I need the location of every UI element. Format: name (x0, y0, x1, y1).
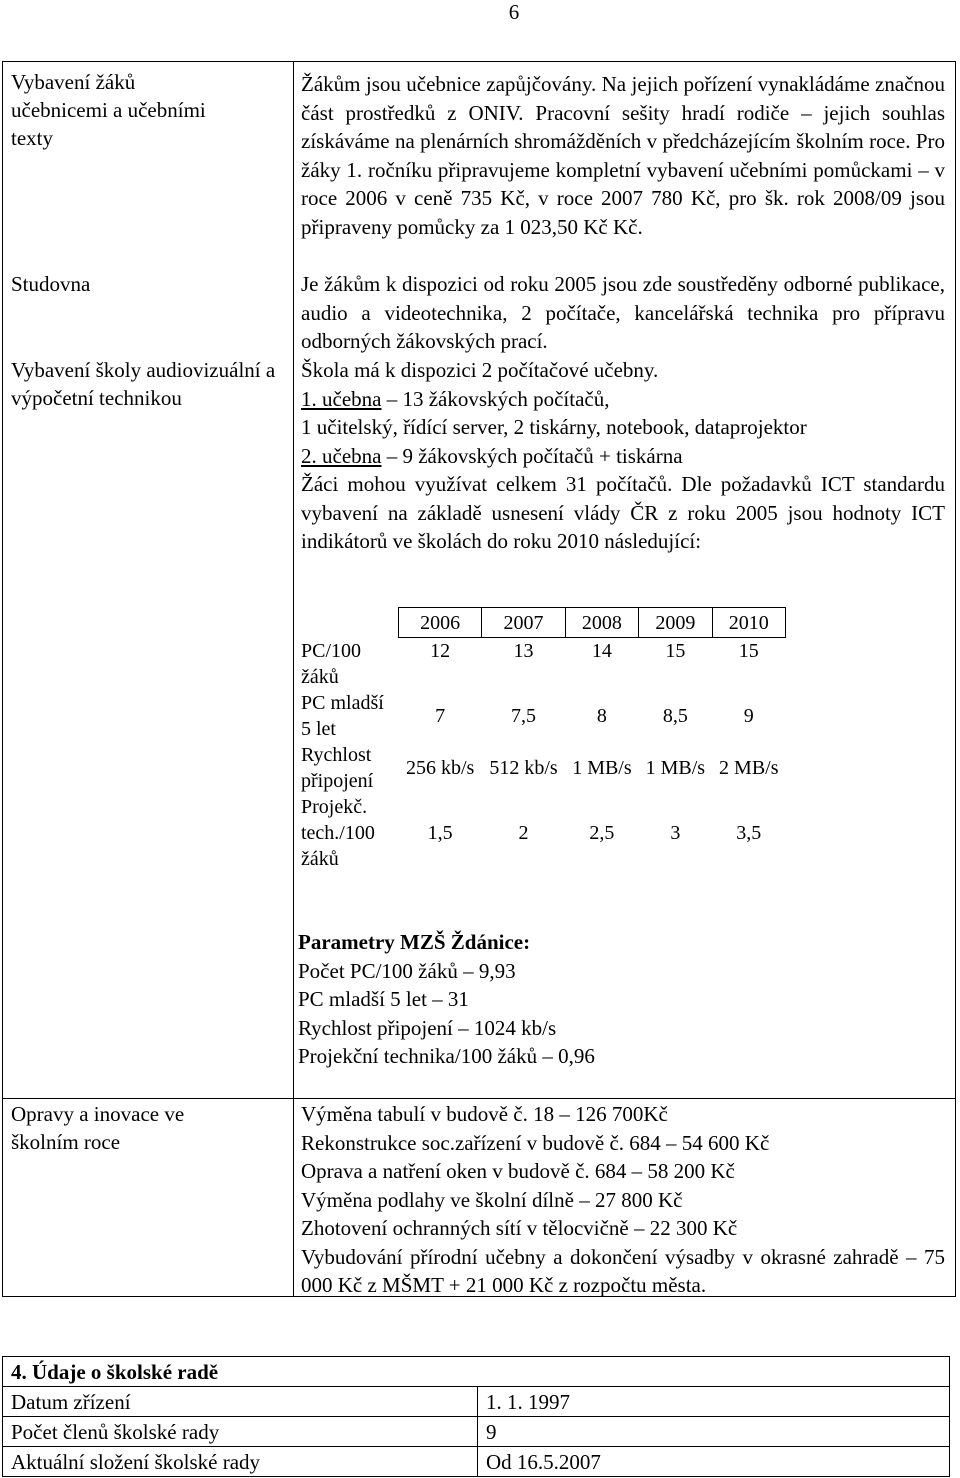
skolska-rada-table (2, 1356, 950, 1477)
ict-cell: 3,5 (736, 821, 762, 844)
ict-row-label: PC mladší 5 let (301, 691, 384, 740)
opravy-item: Rekonstrukce soc.zařízení v budově č. 684 – 54 600 Kč (301, 1130, 770, 1155)
ict-intro: Škola má k dispozici 2 počítačové učebny. (301, 358, 659, 382)
parametry-line: PC mladší 5 let – 31 (298, 987, 469, 1011)
ict-row (298, 794, 786, 872)
ict-cell: 12 (430, 640, 451, 662)
ict-cell: 14 (591, 640, 612, 662)
skolska-rada-title-row (3, 1357, 950, 1387)
parametry-line: Rychlost připojení – 1024 kb/s (298, 1015, 557, 1040)
ict-cell: 15 (738, 640, 759, 662)
ict-label: Vybavení školy audiovizuální a výpočetní technikou (11, 358, 276, 410)
ucebna-1-text: – 13 žákovských počítačů, (381, 386, 610, 411)
vybaveni-label: Vybavení žáků učebnicemi a učebními texty (11, 70, 206, 150)
opravy-item: Oprava a natření oken v budově č. 684 – 58 200 Kč (301, 1159, 735, 1183)
ucebna-2-label: 2. učebna (301, 443, 382, 468)
skolska-rada-title: 4. Údaje o školské radě (3, 1357, 950, 1387)
ict-header-row (298, 608, 786, 638)
column-divider (293, 62, 294, 1296)
parametry-title: Parametry MZŠ Ždánice: (298, 930, 531, 954)
ict-indicators-table (298, 607, 786, 872)
ict-row-label: Rychlost připojení (301, 743, 374, 792)
parametry-block (298, 928, 595, 1071)
opravy-item: Vybudování přírodní učebny a dokončení výsadby v okrasné zahradě – 75 000 Kč z MŠMT + 21 000 Kč z rozpočtu města. (301, 1244, 945, 1297)
ucebna-1-label: 1. učebna (301, 386, 382, 411)
parametry-line: Projekční technika/100 žáků – 0,96 (298, 1044, 595, 1068)
ucebna-1 (301, 385, 945, 414)
ict-cell: 8 (596, 704, 607, 727)
ict-cell: 7,5 (511, 704, 537, 727)
ict-cell: 2 (518, 821, 529, 844)
opravy-item: Výměna tabulí v budově č. 18 – 126 700Kč (301, 1102, 668, 1126)
ict-year: 2006 (399, 608, 482, 638)
row-divider (3, 1098, 955, 1099)
ict-year: 2008 (565, 608, 638, 638)
ict-cell: 1,5 (427, 821, 453, 844)
vybaveni-text: Žákům jsou učebnice zapůjčovány. Na jejich pořízení vynakládáme značnou část prostředků z ONIV. Pracovní sešity hradí rodiče – jejich souhlas získáváme na plenárních shromážděních v předcházejícím školním roce. Pro žáky 1. ročníku připravujeme kompletní vybavení učebními pomůckami – v roce 2006 v ceně 735 Kč, v roce 2007 780 Kč, pro šk. rok 2008/09 jsou připraveny pomůcky za 1 023,50 Kč Kč. (301, 72, 945, 239)
ict-year: 2007 (482, 608, 565, 638)
ict-row (298, 690, 786, 742)
ict-cell: 1 MB/s (572, 756, 632, 779)
page-number: 6 (508, 0, 520, 24)
ict-cell: 3 (670, 821, 681, 844)
skolska-rada-row (3, 1387, 950, 1417)
ict-cell: 8,5 (662, 704, 688, 727)
skolska-rada-row (3, 1417, 950, 1447)
ucebna-1-line2: 1 učitelský, řídící server, 2 tiskárny, notebook, dataprojektor (301, 415, 807, 439)
ict-row-label: PC/100 žáků (301, 639, 362, 688)
skolska-rada-label: Datum zřízení (3, 1387, 478, 1417)
studovna-label: Studovna (11, 272, 91, 296)
ict-section (301, 356, 945, 556)
ict-row (298, 742, 786, 794)
ict-cell: 1 MB/s (645, 756, 706, 779)
ict-year: 2010 (712, 608, 785, 638)
ict-corner (298, 608, 399, 638)
ucebna-2-text: – 9 žákovských počítačů + tiskárna (381, 443, 683, 468)
ict-cell: 7 (435, 704, 446, 727)
ict-cell: 2,5 (589, 821, 615, 844)
opravy-item: Zhotovení ochranných sítí v tělocvičně – 22 300 Kč (301, 1216, 738, 1240)
skolska-rada-label: Počet členů školské rady (3, 1417, 478, 1447)
opravy-label: Opravy a inovace ve školním roce (11, 1102, 185, 1154)
skolska-rada-value: 9 (478, 1417, 950, 1447)
skolska-rada-value: 1. 1. 1997 (478, 1387, 950, 1417)
ict-text: Žáci mohou využívat celkem 31 počítačů. Dle požadavků ICT standardu vybavení na základě usnesení vlády ČR z roku 2005 jsou hodnoty ICT indikátorů ve školách do roku 2010 následující: (301, 472, 945, 553)
ict-cell: 256 kb/s (406, 756, 475, 779)
ict-cell: 2 MB/s (719, 756, 779, 779)
ict-year: 2009 (639, 608, 712, 638)
ict-cell: 9 (743, 704, 754, 727)
opravy-item: Výměna podlahy ve školní dílně – 27 800 Kč (301, 1187, 683, 1212)
ict-row (298, 638, 786, 690)
studovna-text: Je žákům k dispozici od roku 2005 jsou zde soustředěny odborné publikace, audio a videotechnika, 2 počítače, kancelářská technika pro přípravu odborných žákovských prací. (301, 272, 945, 353)
ucebna-2 (301, 442, 945, 471)
ict-cell: 512 kb/s (489, 756, 558, 779)
skolska-rada-label: Aktuální složení školské rady (3, 1447, 478, 1477)
ict-row-label: Projekč. tech./100 žáků (301, 795, 375, 870)
skolska-rada-value: Od 16.5.2007 (478, 1447, 950, 1477)
skolska-rada-row (3, 1447, 950, 1477)
ict-cell: 13 (513, 640, 534, 662)
parametry-line: Počet PC/100 žáků – 9,93 (298, 958, 516, 983)
ict-cell: 15 (665, 640, 686, 662)
opravy-list (301, 1100, 945, 1300)
